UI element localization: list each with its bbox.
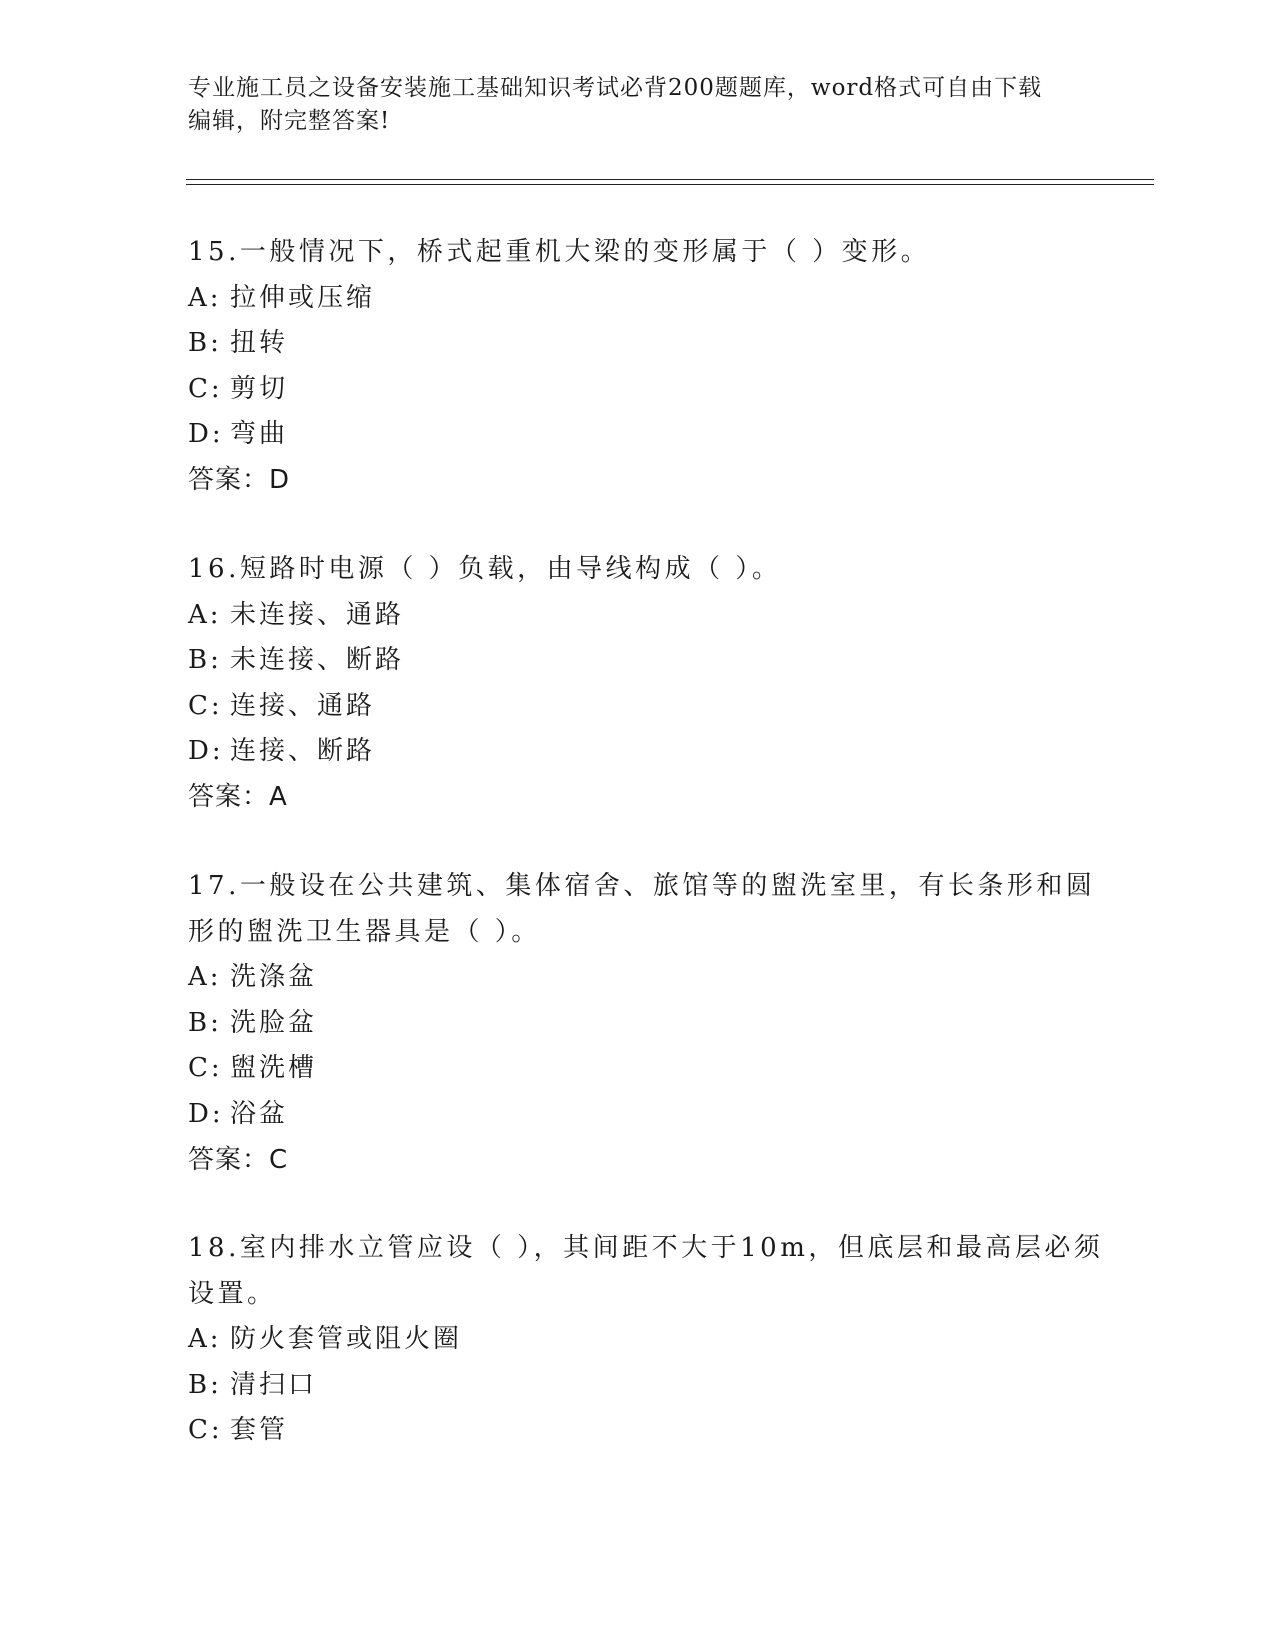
option-a (188, 276, 1088, 322)
option-text: 扭转 (230, 328, 289, 359)
question-stem (188, 547, 1088, 593)
option-text: 剪切 (230, 373, 289, 404)
question-stem-line: 17.一般设在公共建筑、集体宿舍、旅馆等的盥洗室里，有长条形和圆 (188, 871, 1096, 901)
question-stem-line: 15.一般情况下，桥式起重机大梁的变形属于（ ）变形。 (188, 237, 931, 267)
option-key: C: (188, 690, 223, 721)
answer-label: 答案：C (188, 1144, 289, 1175)
option-b (188, 1363, 1088, 1409)
option-text: 浴盆 (230, 1098, 289, 1129)
option-text: 弯曲 (230, 419, 289, 450)
question-stem-line: 18.室内排水立管应设（ ），其间距不大于10m，但底层和最高层必须 (188, 1233, 1104, 1263)
answer-label: 答案：D (188, 464, 291, 495)
question-stem (188, 230, 1088, 276)
option-key: A: (188, 599, 222, 630)
question-17 (188, 864, 1096, 1183)
option-a (188, 1317, 1088, 1363)
option-a (188, 593, 1088, 639)
option-key: D: (188, 419, 224, 450)
option-key: A: (188, 282, 222, 313)
header-line-1: 专业施工员之设备安装施工基础知识考试必背200题题库，word格式可自由下载 (188, 75, 1043, 101)
header-divider-top (186, 179, 1154, 180)
question-stem-line: 16.短路时电源（ ）负载，由导线构成（ ）。 (188, 554, 782, 584)
document-header (188, 72, 1068, 138)
option-text: 套管 (230, 1415, 289, 1446)
option-key: B: (188, 645, 222, 676)
option-text: 连接、断路 (230, 736, 376, 767)
option-c (188, 684, 1088, 730)
answer-label: 答案：A (188, 781, 288, 812)
option-text: 清扫口 (230, 1369, 318, 1400)
option-b (188, 1001, 1088, 1047)
question-stem (188, 864, 1096, 955)
option-key: C: (188, 373, 223, 404)
question-stem-line: 形的盥洗卫生器具是（ ）。 (188, 916, 541, 947)
question-18 (188, 1226, 1104, 1454)
option-c (188, 1408, 1088, 1454)
question-stem-line: 设置。 (188, 1278, 277, 1309)
option-key: A: (188, 1324, 222, 1355)
option-text: 洗涤盆 (230, 962, 318, 993)
option-text: 防火套管或阻火圈 (230, 1324, 463, 1355)
option-text: 连接、通路 (230, 690, 376, 721)
header-line-2: 编辑，附完整答案! (188, 108, 391, 134)
option-text: 盥洗槽 (230, 1053, 318, 1084)
option-key: B: (188, 328, 222, 359)
option-key: C: (188, 1053, 223, 1084)
option-a (188, 955, 1088, 1001)
option-text: 未连接、通路 (230, 599, 405, 630)
question-15 (188, 230, 1088, 504)
option-c (188, 367, 1088, 413)
option-d (188, 412, 1088, 458)
option-text: 拉伸或压缩 (230, 282, 376, 313)
option-key: C: (188, 1415, 223, 1446)
option-key: B: (188, 1369, 222, 1400)
option-d (188, 1092, 1088, 1138)
option-key: D: (188, 1098, 224, 1129)
question-16 (188, 547, 1088, 821)
option-key: B: (188, 1007, 222, 1038)
option-key: A: (188, 962, 222, 993)
question-stem (188, 1226, 1104, 1317)
option-text: 未连接、断路 (230, 645, 405, 676)
option-b (188, 321, 1088, 367)
option-c (188, 1046, 1088, 1092)
option-text: 洗脸盆 (230, 1007, 318, 1038)
header-divider-bottom (186, 184, 1154, 185)
option-key: D: (188, 736, 224, 767)
option-d (188, 729, 1088, 775)
option-b (188, 638, 1088, 684)
